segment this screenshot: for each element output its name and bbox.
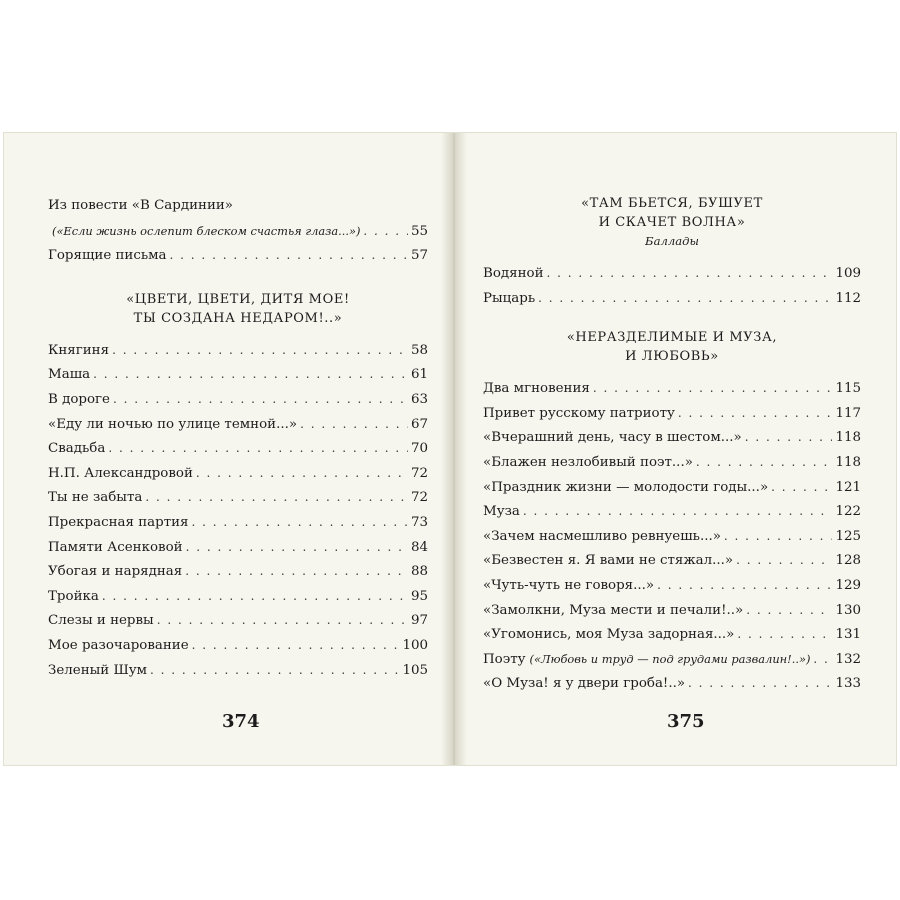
toc-entry [48, 387, 428, 412]
toc-entry [483, 671, 861, 696]
toc-entry-title: Два мгновения [483, 381, 590, 397]
toc-entry [48, 658, 428, 683]
dot-leader [186, 535, 408, 560]
dot-leader [523, 499, 833, 524]
toc-entry-title: Слезы и нервы [48, 613, 154, 629]
toc-entry-page: 70 [410, 441, 428, 457]
toc-entry-title: Мое разочарование [48, 637, 189, 653]
toc-entry [48, 461, 428, 486]
toc-entry-page: 61 [410, 367, 428, 383]
toc-entry-title: «Вчерашний день, часу в шестом...» [483, 430, 742, 446]
toc-entry-page: 63 [410, 391, 428, 407]
toc-entry [483, 425, 861, 450]
section-heading-line: «ЦВЕТИ, ЦВЕТИ, ДИТЯ МОЕ! [126, 291, 350, 307]
toc-entry [483, 647, 861, 672]
toc-entry-title: Поэту [483, 651, 526, 667]
toc-entry-note: («Любовь и труд — под грудами развалин!..») [529, 651, 811, 666]
toc-entry-page: 112 [835, 290, 861, 306]
right-toc [483, 194, 861, 696]
toc-entry-title: «Безвестен я. Я вами не стяжал...» [483, 553, 734, 569]
dot-leader [108, 436, 408, 461]
toc-entry [48, 608, 428, 633]
toc-entry-title: В дороге [48, 391, 110, 407]
toc-entry-page: 130 [835, 602, 861, 618]
toc-entry-title: Ты не забыта [48, 490, 143, 506]
toc-entry [48, 510, 428, 535]
toc-entry-page: 95 [410, 588, 428, 604]
toc-entry-title: Привет русскому патриоту [483, 405, 675, 421]
toc-entry [483, 548, 861, 573]
toc-entry-page: 109 [835, 266, 861, 281]
toc-entry [483, 524, 861, 549]
toc-entry-page: 57 [410, 248, 428, 264]
toc-entry-page: 58 [410, 342, 428, 358]
section-heading-line: И СКАЧЕТ ВОЛНА» [598, 215, 746, 230]
toc-entry-page: 125 [835, 528, 861, 544]
toc-entry [483, 376, 861, 401]
right-page [467, 133, 896, 765]
dot-leader [157, 608, 408, 633]
toc-entry-title: Убогая и нарядная [48, 564, 183, 580]
toc-entry-page: 131 [835, 627, 861, 643]
dot-leader [657, 573, 832, 598]
dot-leader [196, 461, 408, 486]
dot-leader [145, 485, 408, 510]
toc-list [483, 376, 861, 696]
toc-entry-page: 84 [410, 539, 428, 555]
toc-entry-title: Маша [48, 367, 91, 383]
toc-entry-title: «Блажен незлобивый поэт...» [483, 454, 693, 470]
section-heading-line: ТЫ СОЗДАНА НЕДАРОМ!..» [133, 310, 343, 326]
dot-leader [746, 598, 832, 623]
toc-list [48, 338, 428, 682]
toc-entry [483, 573, 861, 598]
toc-entry [483, 622, 861, 647]
toc-entry-title: Муза [483, 504, 520, 520]
toc-entry [48, 219, 428, 244]
toc-entry-title: Н.П. Александровой [48, 465, 193, 481]
dot-leader [737, 622, 832, 647]
toc-entry-title: «Угомонись, моя Муза задорная...» [483, 627, 735, 643]
book-gutter [441, 133, 467, 765]
toc-entry [483, 475, 861, 500]
toc-entry [48, 412, 428, 437]
toc-entry [483, 450, 861, 475]
section-heading [483, 194, 861, 251]
toc-entry-page: 67 [410, 416, 428, 432]
dot-leader [300, 412, 408, 437]
toc-entry-title: Памяти Асенковой [48, 539, 183, 555]
page-number: 375 [667, 711, 705, 732]
section-heading-line: И ЛЮБОВЬ» [625, 349, 719, 365]
dot-leader [593, 376, 833, 401]
dot-leader [191, 510, 407, 535]
toc-entry [48, 194, 428, 219]
toc-entry [48, 633, 428, 658]
toc-entry-page: 121 [835, 479, 861, 495]
toc-entry [483, 598, 861, 623]
dot-leader [113, 387, 408, 412]
toc-entry-title: «О Муза! я у двери гроба!..» [483, 676, 686, 692]
toc-entry-page: 118 [835, 430, 861, 446]
dot-leader [724, 524, 833, 549]
toc-entry-title: Прекрасная партия [48, 514, 189, 530]
toc-entry [483, 261, 861, 286]
left-page [4, 133, 441, 765]
toc-entry-page: 133 [835, 676, 861, 692]
dot-leader [678, 401, 833, 426]
toc-entry-page: 122 [835, 504, 861, 520]
dot-leader [688, 671, 832, 696]
toc-entry-page: 105 [402, 662, 428, 678]
toc-entry-title: Водяной [483, 266, 544, 281]
toc-entry-title: «Праздник жизни — молодости годы...» [483, 479, 769, 495]
section-heading-line: «ТАМ БЬЕТСЯ, БУШУЕТ [581, 196, 763, 211]
toc-entry [483, 286, 861, 311]
dot-leader [112, 338, 408, 363]
dot-leader [745, 425, 833, 450]
toc-entry [48, 485, 428, 510]
dot-leader [696, 450, 833, 475]
toc-entry [48, 436, 428, 461]
dot-leader [93, 362, 408, 387]
dot-leader [736, 548, 832, 573]
toc-entry-title: «Зачем насмешливо ревнуешь...» [483, 528, 721, 544]
toc-entry [48, 338, 428, 363]
section-subheading: Баллады [645, 234, 699, 248]
toc-entry-page: 72 [410, 465, 428, 481]
dot-leader [192, 633, 400, 658]
book-spread [4, 133, 896, 765]
toc-entry-title: «Чуть-чуть не говоря...» [483, 577, 655, 593]
toc-entry-page: 129 [835, 577, 861, 593]
left-toc [48, 194, 428, 682]
toc-entry-page: 97 [410, 613, 428, 629]
toc-entry-title: Рыцарь [483, 290, 536, 306]
toc-entry-title: Свадьба [48, 441, 106, 457]
toc-entry-page: 100 [402, 637, 428, 653]
toc-entry-page: 128 [835, 553, 861, 569]
toc-entry-title: («Если жизнь ослепит блеском счастья глаза...») [52, 223, 361, 238]
dot-leader [150, 658, 399, 683]
dot-leader [170, 243, 408, 268]
toc-entry [483, 401, 861, 426]
toc-entry [48, 243, 428, 268]
toc-entry [48, 535, 428, 560]
dot-leader [538, 286, 832, 311]
page-number: 374 [222, 711, 260, 732]
toc-entry-title: Горящие письма [48, 248, 167, 264]
toc-entry-title: «Еду ли ночью по улице темной...» [48, 416, 298, 432]
toc-entry-page: 117 [835, 405, 861, 421]
dot-leader [771, 475, 832, 500]
toc-entry-page: 118 [835, 454, 861, 470]
toc-entry [483, 499, 861, 524]
section-heading-line: «НЕРАЗДЕЛИМЫЕ И МУЗА, [566, 330, 778, 346]
toc-entry-title: Княгиня [48, 342, 110, 358]
toc-entry-title: Зеленый Шум [48, 662, 148, 678]
dot-leader [363, 219, 408, 244]
toc-entry-title: Из повести «В Сардинии» [48, 198, 234, 213]
toc-entry-page: 72 [410, 490, 428, 506]
toc-entry [48, 362, 428, 387]
toc-entry-title: «Замолкни, Муза мести и печали!..» [483, 602, 744, 618]
dot-leader [185, 559, 408, 584]
toc-entry-page: 115 [835, 381, 861, 397]
section-heading [483, 328, 861, 366]
dot-leader [813, 647, 832, 672]
toc-entry-title: Тройка [48, 588, 99, 604]
toc-entry-page: 55 [410, 223, 428, 239]
section-heading [48, 290, 428, 328]
toc-entry [48, 584, 428, 609]
toc-entry-page: 73 [410, 514, 428, 530]
toc-entry-page: 88 [410, 564, 428, 580]
dot-leader [547, 261, 833, 286]
toc-entry [48, 559, 428, 584]
toc-list [483, 261, 861, 310]
dot-leader [102, 584, 408, 609]
toc-entry-page: 132 [835, 651, 861, 667]
